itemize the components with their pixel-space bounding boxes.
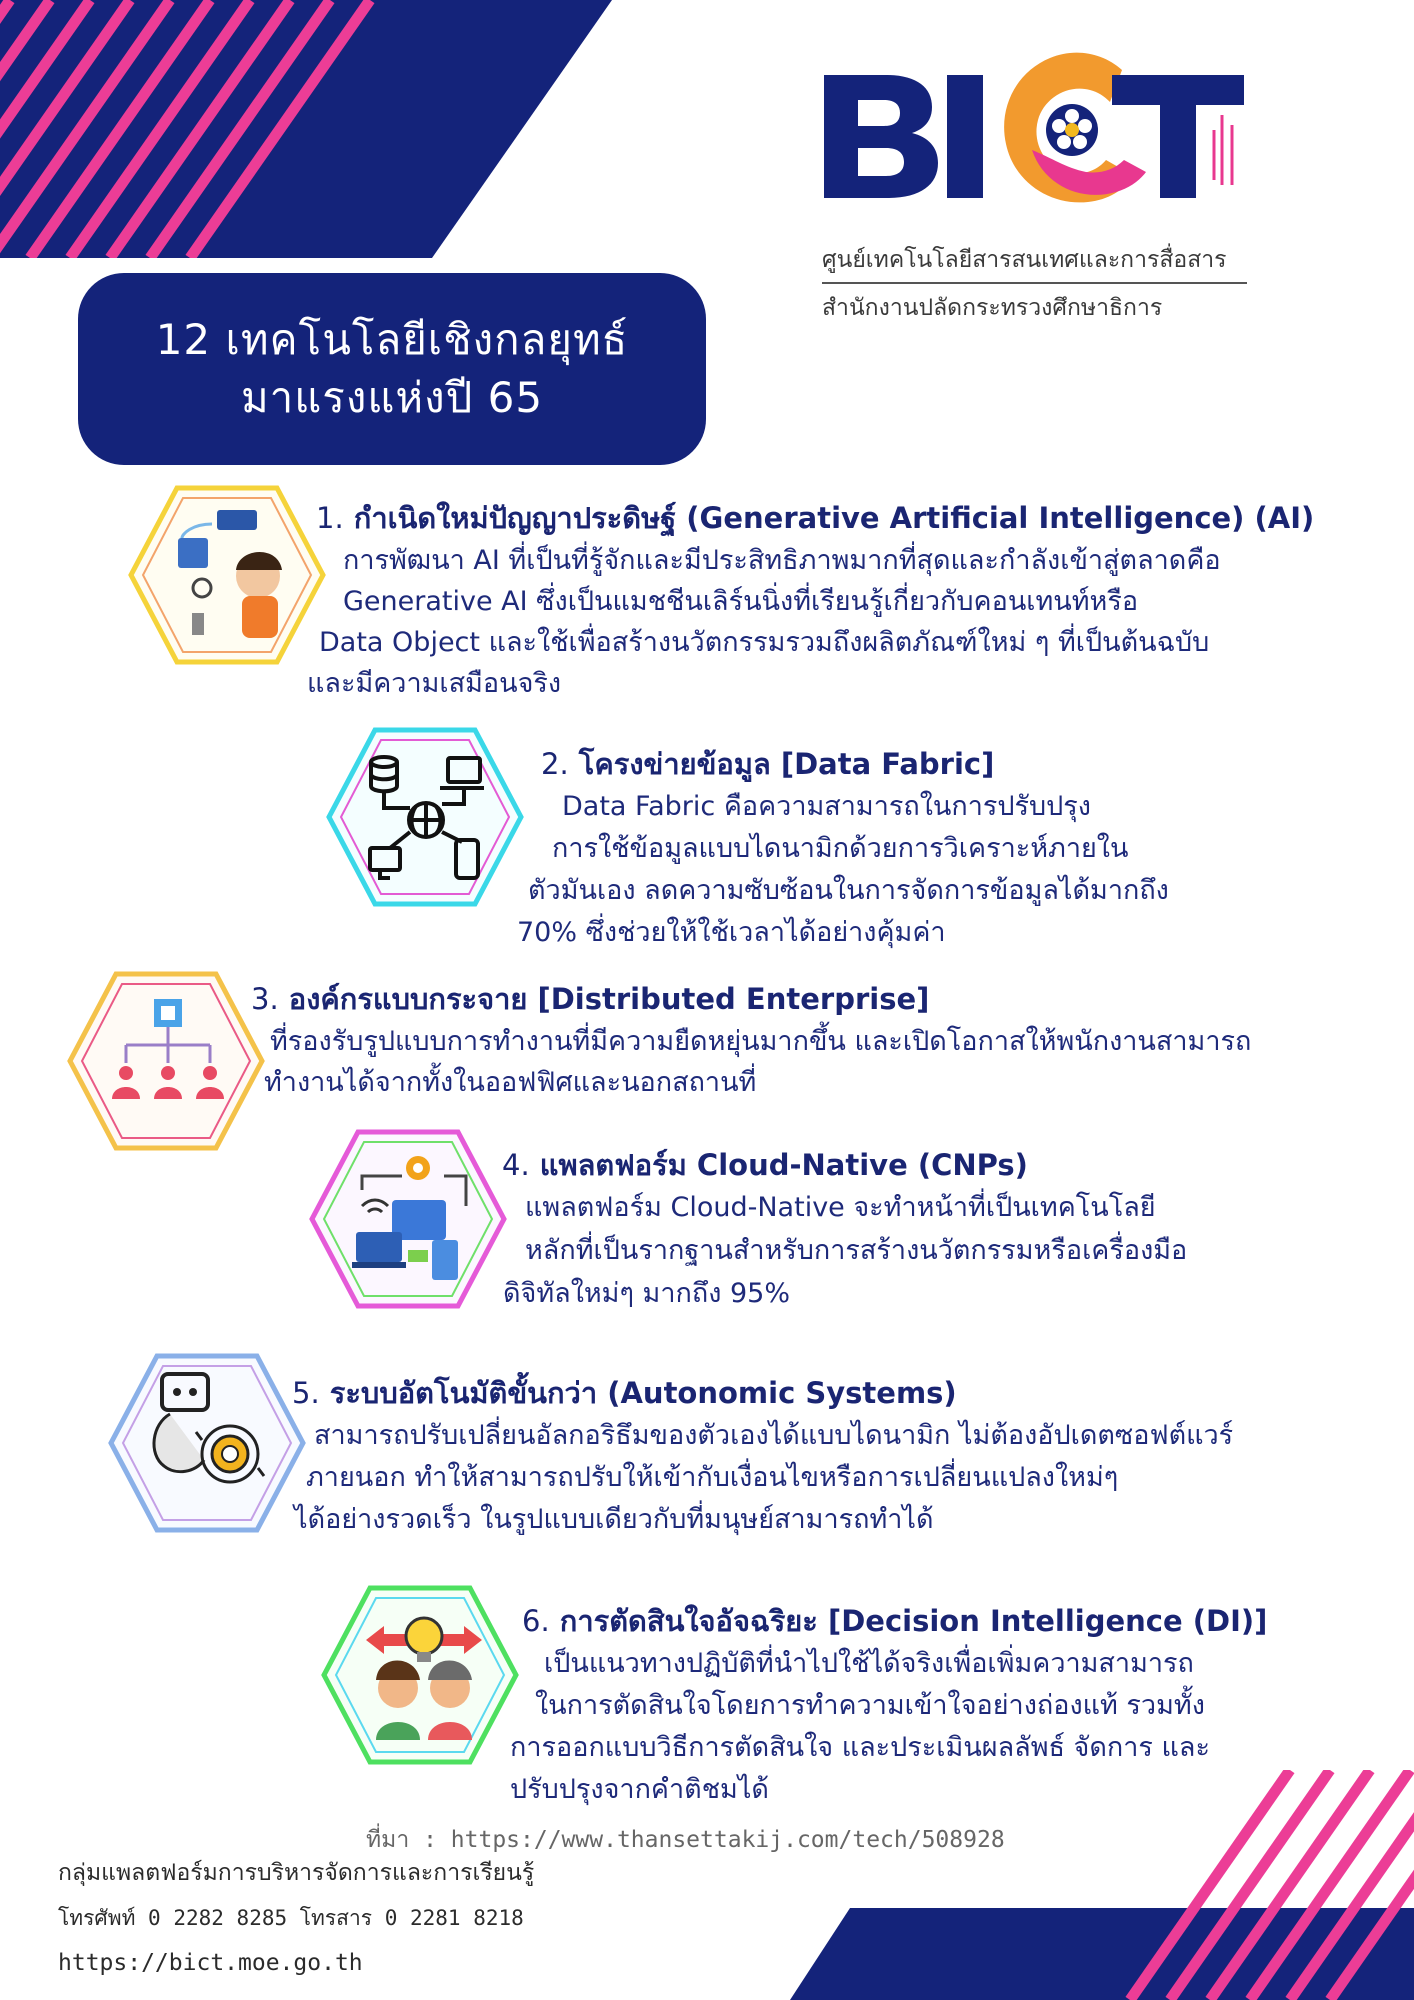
item-5-title — [292, 1373, 957, 1413]
item-4-line3: ดิจิทัลใหม่ๆ มากถึง 95% — [503, 1278, 790, 1309]
footer-website-link[interactable]: https://bict.moe.go.th — [58, 1950, 363, 1976]
footer-group-name: กลุ่มแพลตฟอร์มการบริหารจัดการและการเรียนรู้ — [58, 1860, 535, 1886]
org-chart-icon — [110, 995, 226, 1115]
item-6-number: 6. — [522, 1604, 550, 1638]
cloud-devices-icon — [352, 1150, 476, 1286]
title-line1: 12 เทคโนโลยีเชิงกลยุทธ์ — [155, 315, 629, 364]
item-3-line1: ที่รองรับรูปแบบการทำงานที่มีความยืดหยุ่นมากขึ้น และเปิดโอกาสให้พนักงานสามารถ — [270, 1026, 1252, 1057]
item-5-line3: ได้อย่างรวดเร็ว ในรูปแบบเดียวกับที่มนุษย์สามารถทำได้ — [294, 1504, 934, 1535]
item-1-line2: Generative AI ซึ่งเป็นแมชชีนเลิร์นนิ่งที่เรียนรู้เกี่ยวกับคอนเทนท์หรือ — [343, 586, 1139, 617]
item-2-title — [541, 744, 994, 784]
title-line2: มาแรงแห่งปี 65 — [240, 373, 544, 422]
title-banner — [78, 273, 706, 465]
item-1-line4: และมีความเสมือนจริง — [307, 668, 562, 699]
item-4-title-text: แพลตฟอร์ม Cloud-Native (CNPs) — [539, 1148, 1028, 1182]
item-2-line4: 70% ซึ่งช่วยให้ใช้เวลาได้อย่างคุ้มค่า — [517, 917, 946, 948]
item-2-number: 2. — [541, 747, 569, 781]
item-2-line3: ตัวมันเอง ลดความซับซ้อนในการจัดการข้อมูลได้มากถึง — [528, 875, 1169, 906]
item-1-title — [316, 498, 1314, 538]
item-4-line1: แพลตฟอร์ม Cloud-Native จะทำหน้าที่เป็นเทคโนโลยี — [525, 1192, 1156, 1223]
robot-gear-icon — [148, 1370, 272, 1510]
item-4-number: 4. — [502, 1148, 530, 1182]
item-2-line1: Data Fabric คือความสามารถในการปรับปรุง — [562, 791, 1091, 822]
item-5-title-text: ระบบอัตโนมัติขั้นกว่า (Autonomic Systems) — [329, 1376, 957, 1410]
item-3-title-text: องค์กรแบบกระจาย [Distributed Enterprise] — [288, 982, 930, 1016]
item-6-line1: เป็นแนวทางปฏิบัติที่นำไปใช้ได้จริงเพื่อเพิ่มความสามารถ — [544, 1648, 1194, 1679]
network-icon — [368, 752, 484, 882]
item-1-line3: Data Object และใช้เพื่อสร้างนวัตกรรมรวมถึงผลิตภัณฑ์ใหม่ ๆ ที่เป็นต้นฉบับ — [319, 627, 1210, 658]
logo-divider — [822, 282, 1247, 284]
item-3-title — [251, 979, 929, 1019]
item-5-line2: ภายนอก ทำให้สามารถปรับให้เข้ากับเงื่อนไขหรือการเปลี่ยนแปลงใหม่ๆ — [306, 1462, 1119, 1493]
item-2-line2: การใช้ข้อมูลแบบไดนามิกด้วยการวิเคราะห์ภายใน — [552, 833, 1129, 864]
decision-icon — [362, 1610, 486, 1746]
item-4-line2: หลักที่เป็นรากฐานสำหรับการสร้างนวัตกรรมหรือเครื่องมือ — [525, 1235, 1188, 1266]
item-6-title — [522, 1601, 1267, 1641]
item-3-number: 3. — [251, 982, 279, 1016]
bottom-right-stripe-banner — [790, 1770, 1414, 2000]
item-1-line1: การพัฒนา AI ที่เป็นที่รู้จักและมีประสิทธิภาพมากที่สุดและกำลังเข้าสู่ตลาดคือ — [343, 545, 1221, 576]
item-5-number: 5. — [292, 1376, 320, 1410]
org-name-line1: ศูนย์เทคโนโลยีสารสนเทศและการสื่อสาร — [822, 247, 1227, 273]
footer-phone: โทรศัพท์ 0 2282 8285 โทรสาร 0 2281 8218 — [58, 1906, 524, 1930]
source-citation: ที่มา : https://www.thansettakij.com/tech/508928 — [366, 1827, 1005, 1853]
item-6-line3: การออกแบบวิธีการตัดสินใจ และประเมินผลลัพธ์ จัดการ และ — [510, 1732, 1210, 1763]
item-6-title-text: การตัดสินใจอัจฉริยะ [Decision Intelligence (DI)] — [559, 1604, 1268, 1638]
top-left-stripe-banner — [0, 0, 620, 260]
ai-robot-icon — [172, 508, 287, 643]
item-1-number: 1. — [316, 501, 344, 535]
item-1-title-text: กำเนิดใหม่ปัญญาประดิษฐ์ (Generative Artificial Intelligence) (AI) — [353, 501, 1315, 535]
logo-graphic — [822, 30, 1247, 220]
item-6-line4: ปรับปรุงจากคำติชมได้ — [510, 1774, 769, 1805]
bict-logo — [822, 30, 1247, 220]
item-6-line2: ในการตัดสินใจโดยการทำความเข้าใจอย่างถ่องแท้ รวมทั้ง — [535, 1690, 1205, 1721]
item-3-line2: ทำงานได้จากทั้งในออฟฟิศและนอกสถานที่ — [264, 1067, 757, 1098]
item-4-title — [502, 1145, 1028, 1185]
item-5-line1: สามารถปรับเปลี่ยนอัลกอริธึมของตัวเองได้แบบไดนามิก ไม่ต้องอัปเดตซอฟต์แวร์ — [314, 1420, 1234, 1451]
org-name-line2: สำนักงานปลัดกระทรวงศึกษาธิการ — [822, 295, 1163, 321]
item-2-title-text: โครงข่ายข้อมูล [Data Fabric] — [578, 747, 995, 781]
